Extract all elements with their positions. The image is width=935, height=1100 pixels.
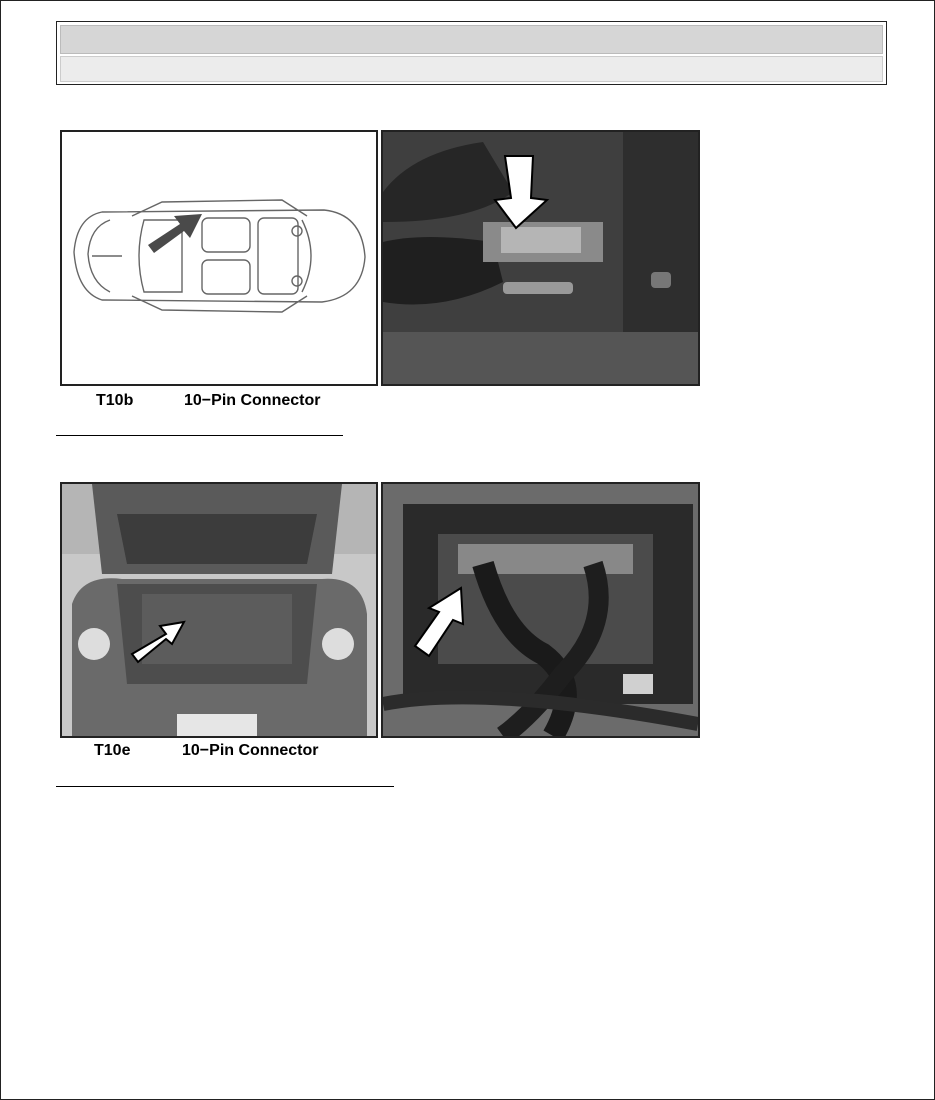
open-trunk-photo [60, 482, 378, 738]
car-top-view-diagram [60, 130, 378, 386]
trunk-connector-bracket-photo [381, 482, 700, 738]
caption-description: 10−Pin Connector [184, 392, 321, 409]
caption-code: T10e [94, 742, 131, 759]
document-header [56, 21, 887, 85]
caption-description: 10−Pin Connector [182, 742, 319, 759]
section-divider [56, 786, 394, 787]
header-title-bar [60, 25, 883, 54]
section-divider [56, 435, 343, 436]
passenger-seat-connector-photo [381, 130, 700, 386]
caption-code: T10b [96, 392, 134, 409]
header-subtitle-bar [60, 56, 883, 82]
